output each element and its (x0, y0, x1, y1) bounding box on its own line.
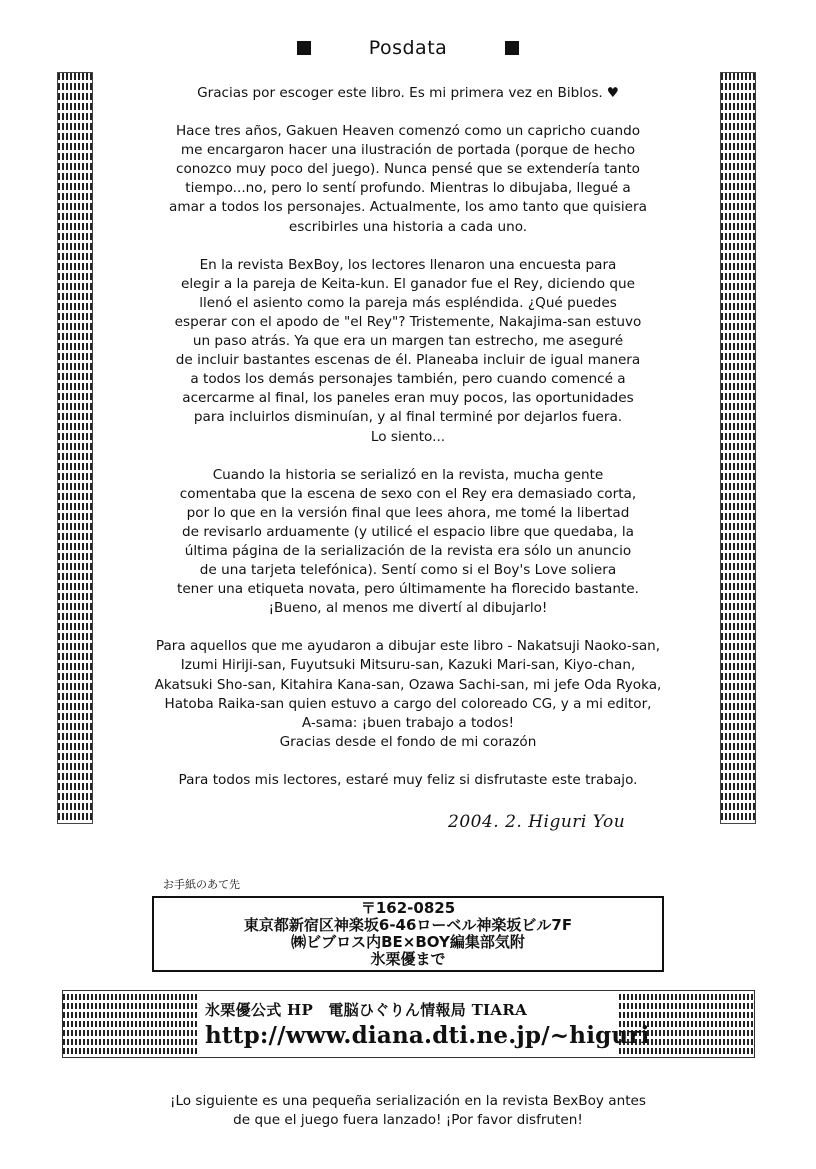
letter-paragraph: Cuando la historia se serializó en la revista, mucha gente comentaba que la escena de sexo con el Rey era demasiado corta, por lo que en la versión final que lees ahora, me tomé la libertad de revisarlo arduamente (y utilicé el espacio libre que quedaba, la última página de la serialización de la revista era sólo un anuncio de una tarjeta telefónica). Sentí como si el Boy's Love soliera tener una etiqueta novata, pero últimamente ha florecido bastante. ¡Bueno, al menos me divertí al dibujarlo! (176, 466, 639, 617)
square-bullet-icon (297, 41, 311, 55)
homepage-title: 氷栗優公式 HP 電脳ひぐりん情報局 TIARA (205, 1001, 528, 1019)
letter-paragraph (100, 84, 716, 103)
address-line: ㈱ビブロス内BE×BOY編集部気附 (291, 933, 525, 951)
letter-paragraph: En la revista BexBoy, los lectores llenaron una encuesta para elegir a la pareja de Keita-kun. El ganador fue el Rey, diciendo que llenó el asiento como la pareja más espléndida. ¿Qué puedes esperar con el apodo de "el Rey"? Tristemente, Nakajima-san estuvo un paso atrás. Ya que era un margen tan estrecho, me aseguré de incluir bastantes escenas de él. Planeaba incluir de igual manera a todos los demás personajes también, pero cuando comencé a acercarme al final, los paneles eran muy pocos, las oportunidades para incluirlos disminuían, y al final terminé por dejarlos fuera. Lo siento... (174, 256, 642, 445)
left-decorative-border (57, 72, 93, 824)
address-box (152, 896, 664, 972)
paragraph-text: Gracias por escoger este libro. Es mi primera vez en Biblos. (197, 85, 603, 101)
page-title: Posdata (368, 37, 448, 59)
page-header (0, 32, 816, 64)
letter-paragraph: Hace tres años, Gakuen Heaven comenzó como un capricho cuando me encargaron hacer una ilustración de portada (porque de hecho conozco muy poco del juego). Nunca pensé que se extendería tanto tiempo...no, pero lo sentí profundo. Mientras lo dibujaba, llegué a amar a todos los personajes. Actualmente, los amo tanto que quisiera escribirles una historia a cada uno. (169, 123, 647, 235)
address-line: 氷栗優まで (370, 950, 446, 968)
square-bullet-icon (505, 41, 519, 55)
website-url: http://www.diana.dti.ne.jp/~higuri (205, 1022, 650, 1049)
footer-note: ¡Lo siguiente es una pequeña serialización en la revista BexBoy antes de que el juego fuera lanzado! ¡Por favor disfruten! (170, 1093, 646, 1128)
address-line: 東京都新宿区神楽坂6-46ローベル神楽坂ビル7F (243, 916, 573, 934)
website-banner (62, 990, 755, 1058)
letter-paragraph: Para todos mis lectores, estaré muy feliz si disfrutaste este trabajo. (178, 771, 638, 788)
banner-content (199, 991, 650, 1057)
author-signature: 2004. 2. Higuri You (448, 812, 626, 832)
right-decorative-border (720, 72, 756, 824)
letter-paragraph: Para aquellos que me ayudaron a dibujar este libro - Nakatsuji Naoko-san, Izumi Hiriji-san, Fuyutsuki Mitsuru-san, Kazuki Mari-san, Kiyo-chan, Akatsuki Sho-san, Kitahira Kana-san, Ozawa Sachi-san, mi jefe Oda Ryoka, Hatoba Raika-san quien estuvo a cargo del coloreado CG, y a mi editor, A-sama: ¡buen trabajo a todos! Gracias desde el fondo de mi corazón (154, 638, 662, 750)
address-label: お手紙のあて先 (163, 878, 240, 891)
address-line: 〒162-0825 (360, 899, 456, 917)
letter-body (100, 84, 716, 809)
heart-icon: ♥ (606, 85, 619, 101)
